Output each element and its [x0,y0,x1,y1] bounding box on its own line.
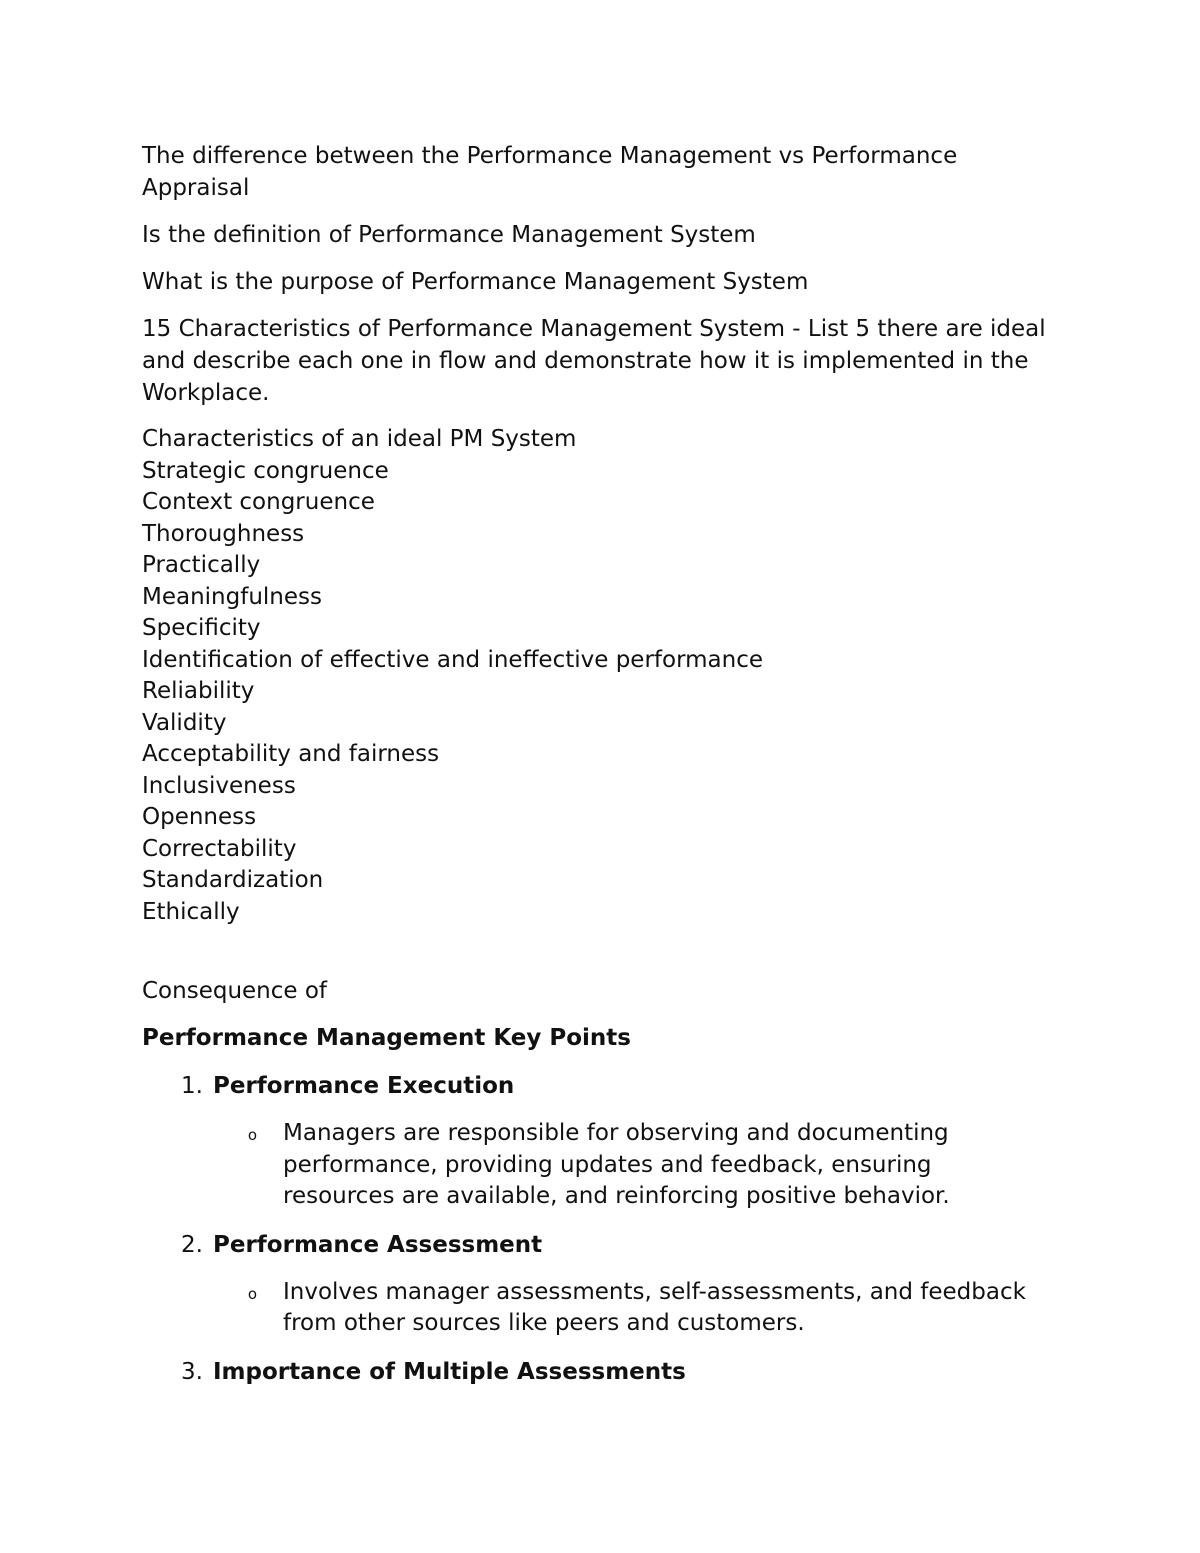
characteristic-item: Practically [142,552,261,578]
key-point-description: Involves manager assessments, self-assessments, and feedback from other sources like peers and customers. [283,1278,1026,1336]
key-point-item [142,1356,1062,1388]
characteristic-item: Validity [142,709,227,736]
paragraph-purpose: What is the purpose of Performance Management System [142,269,809,295]
characteristic-item: Openness [142,804,257,830]
characteristic-item: Strategic congruence [142,457,389,484]
key-point-title: Performance Execution [213,1073,515,1099]
key-point-item [142,1070,1062,1213]
characteristic-item: Inclusiveness [142,772,296,799]
key-point-item [142,1229,1062,1340]
key-points-list [142,1070,1062,1388]
characteristic-item: Correctability [142,835,297,862]
key-point-description: Managers are responsible for observing and documenting performance, providing updates and feedback, ensuring resources are available, and reinforcing positive behavior. [283,1120,950,1209]
list-number: 2. [181,1231,203,1258]
paragraph-characteristics-task: 15 Characteristics of Performance Management System - List 5 there are ideal and describe each one in flow and demonstrate how it is implemented in the Workplace. [142,316,1046,406]
characteristics-list [142,424,1062,928]
characteristics-heading: Characteristics of an ideal PM System [142,426,577,452]
characteristic-item: Identification of effective and ineffective performance [142,646,763,673]
key-points-heading: Performance Management Key Points [142,1025,631,1051]
document-page [142,140,1062,1404]
characteristic-item: Meaningfulness [142,583,322,610]
list-number: 1. [181,1073,203,1099]
key-point-title: Importance of Multiple Assessments [213,1358,686,1385]
consequence-text: Consequence of [142,978,328,1004]
characteristic-item: Specificity [142,615,261,641]
characteristic-item: Ethically [142,898,240,925]
characteristic-item: Context congruence [142,489,375,515]
bullet-marker: o [247,1126,257,1144]
characteristic-item: Standardization [142,867,324,893]
characteristic-item: Reliability [142,678,255,704]
bullet-marker: o [247,1284,257,1303]
paragraph-difference: The difference between the Performance Management vs Performance Appraisal [142,143,958,201]
list-number: 3. [181,1358,203,1385]
key-point-title: Performance Assessment [213,1231,543,1258]
characteristic-item: Thoroughness [142,520,305,547]
characteristic-item: Acceptability and fairness [142,741,440,767]
paragraph-definition: Is the definition of Performance Management System [142,222,756,248]
